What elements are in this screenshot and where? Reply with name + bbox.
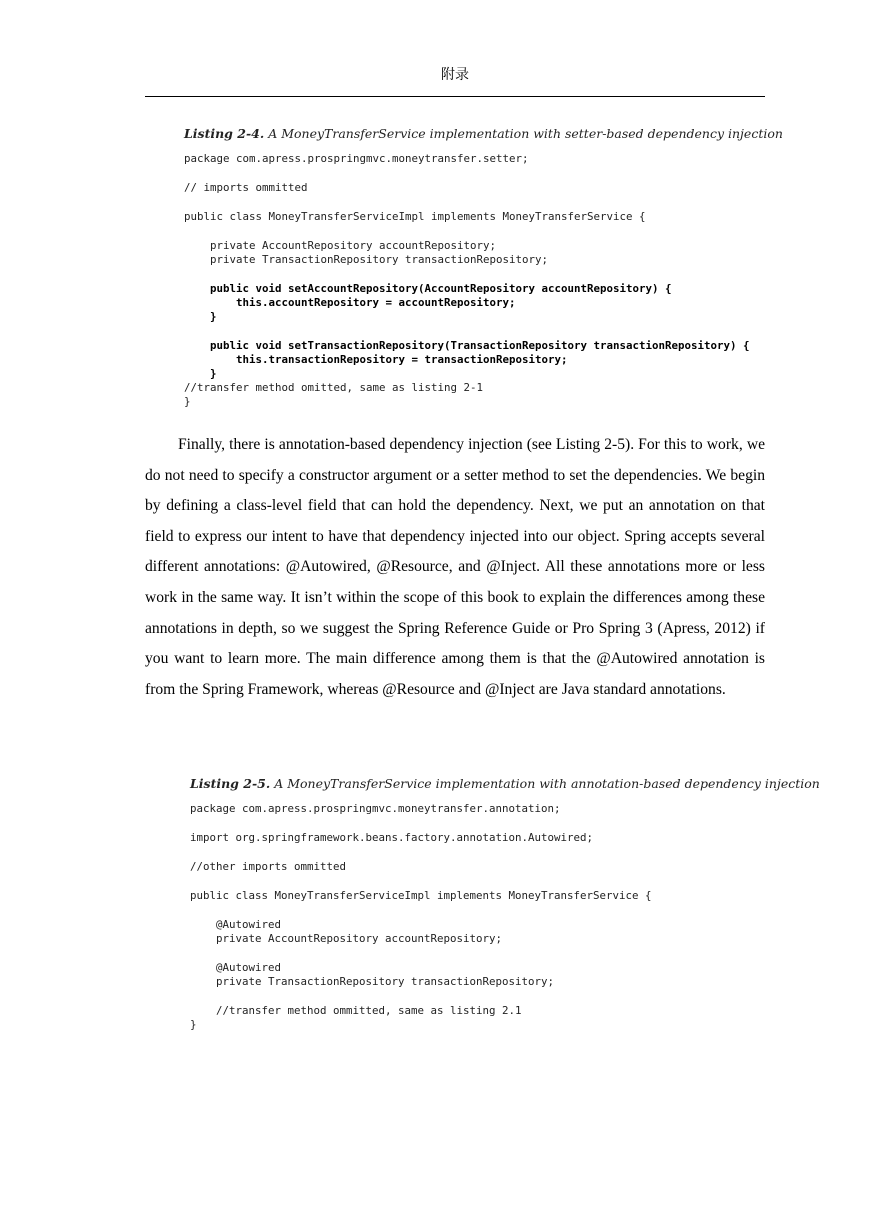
code-line: public void setAccountRepository(AccountRepository accountRepository) { [184, 282, 672, 295]
code-line: } [184, 310, 217, 323]
code-block [184, 152, 783, 409]
code-line: private TransactionRepository transactionRepository; [184, 253, 549, 266]
listing-caption-label: Listing 2-5. [190, 776, 271, 791]
code-line: private TransactionRepository transactionRepository; [190, 975, 555, 988]
code-line: public void setTransactionRepository(TransactionRepository transactionRepository) { [184, 339, 750, 352]
code-blank-line [184, 267, 783, 282]
code-line: package com.apress.prospringmvc.moneytransfer.annotation; [190, 802, 561, 815]
listing-caption [190, 776, 820, 792]
code-blank-line [184, 324, 783, 339]
code-listing-2-5 [190, 776, 820, 1032]
code-blank-line [190, 946, 820, 961]
code-line: //other imports ommitted [190, 860, 347, 873]
code-line: } [184, 395, 191, 408]
listing-caption-label: Listing 2-4. [184, 126, 265, 141]
code-line: @Autowired [190, 918, 282, 931]
code-blank-line [184, 195, 783, 210]
code-blank-line [190, 845, 820, 860]
code-blank-line [184, 166, 783, 181]
code-line: private AccountRepository accountRepository; [190, 932, 503, 945]
code-line: public class MoneyTransferServiceImpl implements MoneyTransferService { [190, 889, 652, 902]
code-line: this.transactionRepository = transactionRepository; [184, 353, 568, 366]
code-line: @Autowired [190, 961, 282, 974]
code-blank-line [190, 903, 820, 918]
code-line: } [190, 1018, 197, 1031]
code-blank-line [190, 816, 820, 831]
code-block [190, 802, 820, 1032]
listing-caption-text: A MoneyTransferService implementation with annotation-based dependency injection [270, 776, 820, 791]
code-line: this.accountRepository = accountRepository; [184, 296, 516, 309]
code-line: private AccountRepository accountRepository; [184, 239, 497, 252]
code-line: package com.apress.prospringmvc.moneytransfer.setter; [184, 152, 529, 165]
running-header: 附录 [441, 67, 469, 83]
code-blank-line [190, 874, 820, 889]
code-line: public class MoneyTransferServiceImpl implements MoneyTransferService { [184, 210, 646, 223]
body-paragraph: Finally, there is annotation-based dependency injection (see Listing 2-5). For this to work, we do not need to specify a constructor argument or a setter method to set the dependencies. We begin by defining a class-level field that can hold the dependency. Next, we put an annotation on that field to express our intent to have that dependency injected into our object. Spring accepts several different annotations: @Autowired, @Resource, and @Inject. All these annotations more or less work in the same way. It isn’t within the scope of this book to explain the differences among these annotations in depth, so we suggest the Spring Reference Guide or Pro Spring 3 (Apress, 2012) if you want to learn more. The main difference among them is that the @Autowired annotation is from the Spring Framework, whereas @Resource and @Inject are Java standard annotations. [145, 436, 765, 698]
code-blank-line [184, 224, 783, 239]
code-listing-2-4 [184, 126, 783, 409]
listing-caption [184, 126, 783, 142]
code-line: import org.springframework.beans.factory.annotation.Autowired; [190, 831, 594, 844]
header-rule [145, 96, 765, 97]
code-line: // imports ommitted [184, 181, 308, 194]
code-blank-line [190, 989, 820, 1004]
code-line: } [184, 367, 217, 380]
listing-caption-text: A MoneyTransferService implementation with setter-based dependency injection [264, 126, 783, 141]
code-line: //transfer method ommitted, same as listing 2.1 [190, 1004, 522, 1017]
code-line: //transfer method omitted, same as listing 2-1 [184, 381, 484, 394]
